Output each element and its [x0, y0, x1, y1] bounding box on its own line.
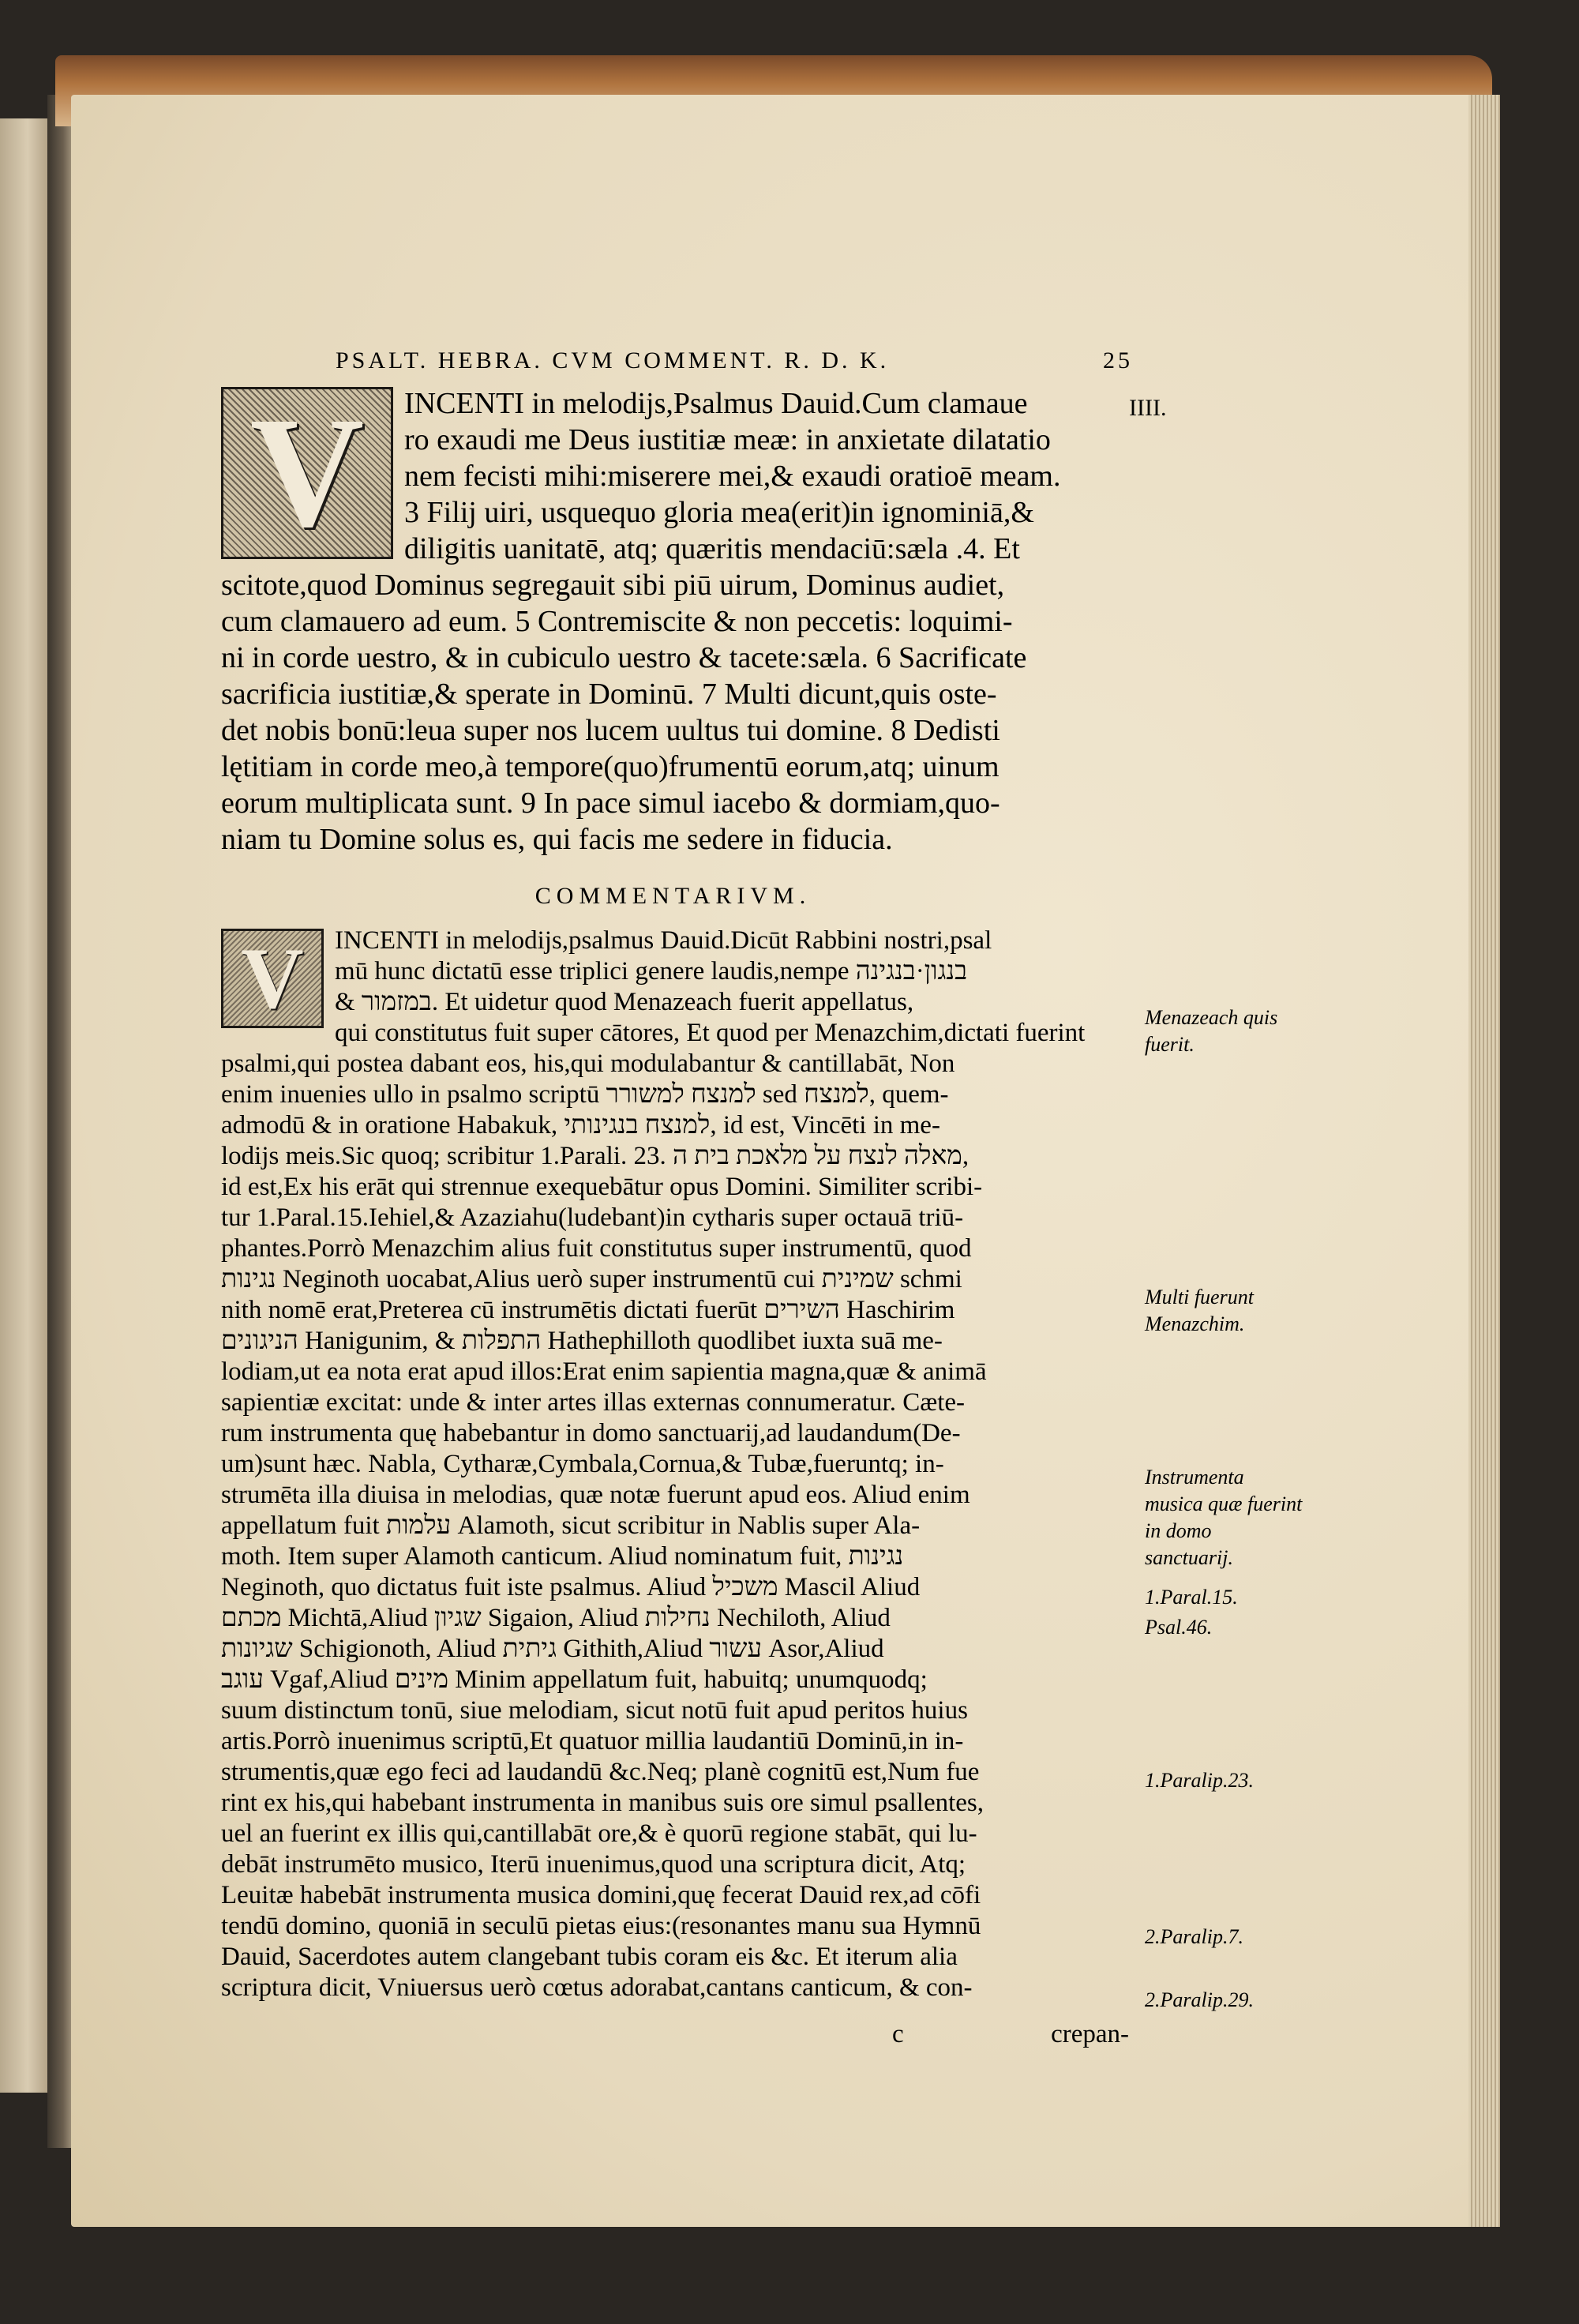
running-head-title: PSALT. HEBRA. CVM COMMENT. R. D. K. [336, 347, 890, 374]
psalm-line: det nobis bonū:leua super nos lucem uultus tui domine. 8 Dedisti [221, 714, 1000, 747]
psalm-number: IIII. [1129, 395, 1167, 421]
margin-note: Menazeach quis fuerit. [1145, 1006, 1278, 1056]
commentary-line: rint ex his,qui habebant instrumenta in manibus suis ore simul psallentes, [221, 1789, 985, 1817]
commentary-line: nith nomē erat,Preterea cū instrumētis dictati fuerūt השירים Haschirim [221, 1296, 955, 1324]
commentary-line: strumentis,quæ ego feci ad laudandū &c.Neq; planè cognitū est,Num fue [221, 1758, 980, 1786]
commentary-text [221, 925, 1125, 2003]
commentary-line: שגיונות Schigionoth, Aliud גיתית Githith,Aliud עשור Asor,Aliud [221, 1635, 884, 1663]
psalm-line: sacrificia iustitiæ,& sperate in Dominū. 7 Multi dicunt,quis oste- [221, 678, 997, 711]
margin-note: Instrumenta musica quæ fuerint in domo sanctuarij. [1145, 1466, 1303, 1569]
commentary-line: moth. Item super Alamoth canticum. Aliud nominatum fuit, נגינות [221, 1542, 904, 1571]
commentary-line: lodijs meis.Sic quoq; scribitur 1.Parali. 23. מאלה לנצח על מלאכת בית ה, [221, 1142, 970, 1170]
signature-mark: c [892, 2020, 904, 2048]
psalm-line: eorum multiplicata sunt. 9 In pace simul iacebo & dormiam,quo- [221, 787, 1000, 820]
margin-note: 2.Paralip.7. [1145, 1925, 1243, 1948]
margin-note: 1.Paral.15. [1145, 1586, 1238, 1609]
commentary-line: tur 1.Paral.15.Iehiel,& Azaziahu(ludebant)in cytharis super octauā triū- [221, 1203, 964, 1232]
margin-note: Multi fuerunt Menazchim. [1145, 1286, 1254, 1335]
commentary-line: appellatum fuit עלמות Alamoth, sicut scribitur in Nablis super Ala- [221, 1511, 921, 1540]
decorated-initial-letter: V [249, 385, 365, 560]
commentary-line: tendū domino, quoniā in seculū pietas eius:(resonantes manu sua Hymnū [221, 1912, 981, 1940]
commentary-line: um)sunt hæc. Nabla, Cytharæ,Cymbala,Cornua,& Tubæ,fueruntq; in- [221, 1450, 944, 1478]
psalm-line: 3 Filij uiri, usquequo gloria mea(erit)in ignominiā,& [404, 496, 1034, 529]
margin-note: Psal.46. [1145, 1616, 1213, 1639]
commentary-line: id est,Ex his erāt qui strennue exequebātur opus Domini. Similiter scribi- [221, 1173, 983, 1201]
commentary-line: enim inuenies ullo in psalmo scriptū למנצח למשורר sed למנצח, quem- [221, 1080, 949, 1109]
commentary-line: mū hunc dictatū esse triplici genere laudis,nempe בנגון·בנגינה [335, 957, 968, 986]
commentary-line: Neginoth, quo dictatus fuit iste psalmus. Aliud משכיל Mascil Aliud [221, 1573, 921, 1601]
commentary-line: Dauid, Sacerdotes autem clangebant tubis coram eis &c. Et iterum alia [221, 1943, 958, 1971]
page-number: 25 [1103, 347, 1133, 374]
psalm-line: ro exaudi me Deus iustitiæ meæ: in anxietate dilatatio [404, 423, 1051, 456]
psalm-line: INCENTI in melodijs,Psalmus Dauid.Cum clamaue [404, 387, 1028, 420]
commentary-line: lodiam,ut ea nota erat apud illos:Erat enim sapientia magna,quæ & animā [221, 1357, 987, 1386]
commentary-line: psalmi,qui postea dabant eos, his,qui modulabantur & cantillabāt, Non [221, 1049, 955, 1078]
commentary-line: phantes.Porrò Menazchim alius fuit constitutus super instrumentū, quod [221, 1234, 972, 1263]
commentary-line: הניגונים Hanigunim, & התפלות Hathephilloth quodlibet iuxta suā me- [221, 1327, 943, 1355]
commentary-line: qui constitutus fuit super cātores, Et quod per Menazchim,dictati fuerint [335, 1019, 1086, 1047]
running-head [336, 347, 1133, 374]
commentary-initial [221, 929, 324, 1028]
psalm-text [221, 385, 1125, 858]
psalm-line: nem fecisti mihi:miserere mei,& exaudi oratioē meam. [404, 460, 1061, 493]
commentary-line: debāt instrumēto musico, Iterū inuenimus,quod una scriptura dicit, Atq; [221, 1850, 966, 1879]
commentary-initial-letter: V [241, 930, 304, 1027]
commentary-line: rum instrumenta quę habebantur in domo sanctuarij,ad laudandum(De- [221, 1419, 961, 1447]
psalm-line: ni in corde uestro, & in cubiculo uestro & tacete:sæla. 6 Sacrificate [221, 641, 1027, 674]
commentary-line: uel an fuerint ex illis qui,cantillabāt ore,& è quorū regione stabāt, qui lu- [221, 1819, 977, 1848]
psalm-line: niam tu Domine solus es, qui facis me sedere in fiducia. [221, 823, 893, 856]
commentary-line: INCENTI in melodijs,psalmus Dauid.Dicūt Rabbini nostri,psal [335, 926, 992, 955]
commentary-line: scriptura dicit, Vniuersus uerò cœtus adorabat,cantans canticum, & con- [221, 1973, 973, 2002]
psalm-line: diligitis uanitatē, atq; quæritis mendaciū:sæla .4. Et [404, 532, 1020, 565]
commentary-line: & במזמור. Et uidetur quod Menazeach fuerit appellatus, [335, 988, 914, 1016]
commentary-line: מכתם Michtā,Aliud שגיון Sigaion, Aliud נחילות Nechiloth, Aliud [221, 1604, 891, 1632]
commentary-line: Leuitæ habebāt instrumenta musica domini,quę fecerat Dauid rex,ad cōfi [221, 1881, 981, 1909]
psalm-line: scitote,quod Dominus segregauit sibi piū uirum, Dominus audiet, [221, 569, 1005, 602]
catchwords [892, 2020, 1129, 2049]
decorated-initial [221, 387, 393, 559]
commentary-line: artis.Porrò inuenimus scriptū,Et quatuor millia laudantiū Dominū,in in- [221, 1727, 964, 1755]
margin-note: 2.Paralip.29. [1145, 1988, 1254, 2011]
psalm-line: cum clamauero ad eum. 5 Contremiscite & non peccetis: loquimi- [221, 605, 1013, 638]
psalm-line: lętitiam in corde meo,à tempore(quo)frumentū eorum,atq; uinum [221, 750, 1000, 783]
commentary-line: נגינות Neginoth uocabat,Alius uerò super instrumentū cui שמינית schmi [221, 1265, 962, 1293]
commentary-line: strumēta illa diuisa in melodias, quæ notæ fuerunt apud eos. Aliud enim [221, 1481, 970, 1509]
commentary-title: COMMENTARIVM. [534, 883, 812, 909]
margin-note: 1.Paralip.23. [1145, 1769, 1254, 1792]
page-foredge [1468, 95, 1500, 2227]
commentary-line: עוגב Vgaf,Aliud מינים Minim appellatum fuit, habuitq; unumquodq; [221, 1665, 928, 1694]
commentary-line: sapientiæ excitat: unde & inter artes illas externas connumeratur. Cæte- [221, 1388, 966, 1417]
commentary-line: suum distinctum tonū, siue melodiam, sicut notū fuit apud peritos huius [221, 1696, 968, 1725]
commentary-line: admodū & in oratione Habakuk, למנצח בנגינותי, id est, Vincēti in me- [221, 1111, 940, 1139]
catchword: crepan- [1051, 2020, 1129, 2048]
